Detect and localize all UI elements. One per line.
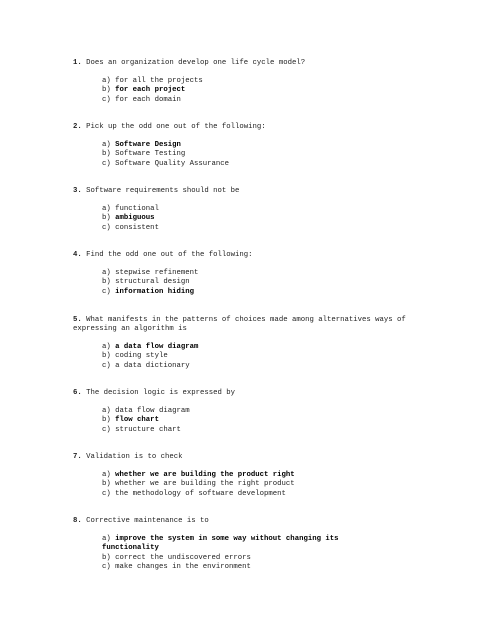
- option: [102, 160, 402, 169]
- options-1: [102, 77, 402, 105]
- option-correct: [102, 416, 402, 425]
- option-text: data flow diagram: [115, 407, 190, 415]
- option: [102, 96, 402, 105]
- option-letter: b): [102, 352, 111, 361]
- option-text: Software Design: [115, 141, 181, 149]
- option-text: for all the projects: [115, 77, 203, 85]
- option-letter: c): [102, 159, 111, 168]
- question-number: 1.: [73, 59, 82, 67]
- question-number: 7.: [73, 453, 82, 461]
- option-letter: a): [102, 343, 111, 351]
- options-5: [102, 343, 402, 371]
- question-text: Find the odd one out of the following:: [81, 251, 253, 259]
- option-correct: [102, 535, 377, 554]
- question-6: [73, 389, 418, 398]
- option-text: consistent: [115, 223, 159, 232]
- options-6: [102, 407, 402, 435]
- option-text: Software Testing: [115, 150, 186, 159]
- question-4: [73, 251, 418, 260]
- option-letter: a): [102, 77, 111, 85]
- option-text: correct the undiscovered errors: [115, 553, 251, 562]
- option-text: stepwise refinement: [115, 269, 199, 277]
- question-number: 2.: [73, 123, 82, 131]
- option-text: make changes in the environment: [115, 562, 251, 571]
- options-7: [102, 471, 402, 499]
- option-text: whether we are building the product right: [115, 471, 295, 479]
- question-3: [73, 187, 418, 196]
- option-correct: [102, 343, 402, 352]
- option: [102, 150, 402, 159]
- option-letter: a): [102, 141, 111, 149]
- option-text: information hiding: [115, 287, 194, 296]
- option-letter: c): [102, 223, 111, 232]
- question-text: The decision logic is expressed by: [81, 389, 236, 397]
- option-letter: c): [102, 489, 111, 498]
- question-number: 6.: [73, 389, 82, 397]
- option-letter: b): [102, 150, 111, 159]
- option: [102, 407, 402, 416]
- option-letter: a): [102, 407, 111, 415]
- option: [102, 77, 402, 86]
- option-correct: [102, 86, 402, 95]
- option-letter: a): [102, 471, 111, 479]
- option-letter: b): [102, 214, 111, 223]
- option-letter: c): [102, 95, 111, 104]
- question-text: Pick up the odd one out of the following:: [81, 123, 266, 131]
- option-text: Software Quality Assurance: [115, 159, 230, 168]
- option-text: improve the system in some way without changing its functionality: [102, 535, 339, 553]
- option-correct: [102, 214, 402, 223]
- option-text: for each project: [115, 86, 186, 95]
- option: [102, 205, 402, 214]
- option-text: coding style: [115, 352, 168, 361]
- option: [102, 563, 377, 572]
- option-text: the methodology of software development: [115, 489, 286, 498]
- option-text: a data dictionary: [115, 361, 190, 370]
- question-text: Validation is to check: [81, 453, 183, 461]
- question-text: What manifests in the patterns of choices made among alternatives ways of expressing an algorithm is: [73, 316, 406, 333]
- question-number: 4.: [73, 251, 82, 259]
- options-2: [102, 141, 402, 169]
- question-7: [73, 453, 418, 462]
- option-correct: [102, 288, 402, 297]
- option-letter: c): [102, 562, 111, 571]
- option-text: ambiguous: [115, 214, 155, 223]
- option: [102, 362, 402, 371]
- option-correct: [102, 471, 402, 480]
- option-letter: a): [102, 535, 111, 543]
- question-text: Does an organization develop one life cycle model?: [81, 59, 306, 67]
- options-8: [102, 535, 377, 572]
- option-text: structural design: [115, 278, 190, 287]
- option-letter: c): [102, 361, 111, 370]
- option: [102, 490, 402, 499]
- option: [102, 269, 402, 278]
- option-text: for each domain: [115, 95, 181, 104]
- option-letter: b): [102, 86, 111, 95]
- options-4: [102, 269, 402, 297]
- question-number: 5.: [73, 316, 82, 324]
- question-8: [73, 517, 418, 526]
- option: [102, 480, 402, 489]
- option-text: structure chart: [115, 425, 181, 434]
- option-text: whether we are building the right product: [115, 480, 295, 489]
- options-3: [102, 205, 402, 233]
- question-2: [73, 123, 418, 132]
- option: [102, 426, 402, 435]
- option: [102, 224, 402, 233]
- question-text: Corrective maintenance is to: [81, 517, 209, 525]
- option-letter: b): [102, 553, 111, 562]
- question-1: [73, 59, 418, 68]
- option-letter: b): [102, 480, 111, 489]
- question-5: [73, 316, 418, 334]
- option: [102, 278, 402, 287]
- option-text: functional: [115, 205, 159, 213]
- option-letter: a): [102, 205, 111, 213]
- option-correct: [102, 141, 402, 150]
- question-number: 8.: [73, 517, 82, 525]
- option: [102, 352, 402, 361]
- question-text: Software requirements should not be: [81, 187, 240, 195]
- option-letter: b): [102, 278, 111, 287]
- option-text: flow chart: [115, 416, 159, 425]
- question-number: 3.: [73, 187, 82, 195]
- option-letter: c): [102, 287, 111, 296]
- option-letter: c): [102, 425, 111, 434]
- option-letter: a): [102, 269, 111, 277]
- option: [102, 554, 377, 563]
- option-text: a data flow diagram: [115, 343, 199, 351]
- option-letter: b): [102, 416, 111, 425]
